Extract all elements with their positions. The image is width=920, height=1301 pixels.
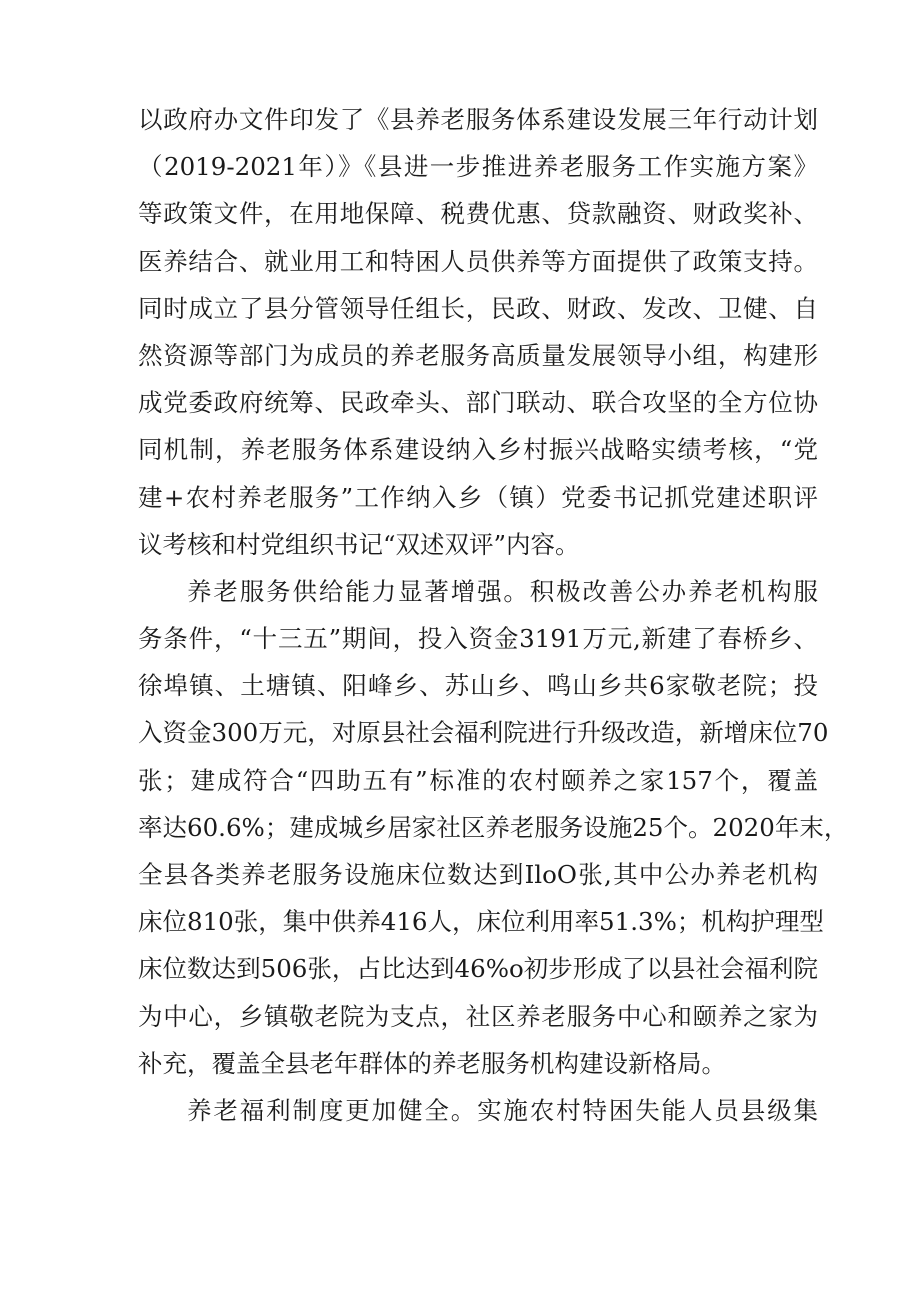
- text-line: 养老福利制度更加健全。实施农村特困失能人员县级集: [187, 1095, 818, 1125]
- text-line: 同机制，养老服务体系建设纳入乡村振兴战略实绩考核，“党: [138, 435, 818, 465]
- text-line: 率达60.6%；建成城乡居家社区养老服务设施25个。2020年末，: [138, 812, 849, 842]
- text-line: 补充，覆盖全县老年群体的养老服务机构建设新格局。: [138, 1048, 726, 1078]
- text-line: 入资金300万元，对原县社会福利院进行升级改造，新增床位70: [138, 718, 829, 748]
- text-line: 然资源等部门为成员的养老服务高质量发展领导小组，构建形: [138, 340, 818, 370]
- text-line: 成党委政府统筹、民政牵头、部门联动、联合攻坚的全方位协: [138, 388, 818, 418]
- text-line: 床位810张，集中供养416人，床位利用率51.3%；机构护理型: [138, 907, 824, 937]
- text-line: 医养结合、就业用工和特困人员供养等方面提供了政策支持。: [138, 246, 818, 276]
- text-line: （2019-2021年）》《县进一步推进养老服务工作实施方案》: [138, 152, 818, 182]
- text-line: 张；建成符合“四助五有”标准的农村颐养之家157个，覆盖: [138, 765, 818, 795]
- text-line: 养老服务供给能力显著增强。积极改善公办养老机构服: [187, 576, 818, 606]
- text-line: 等政策文件，在用地保障、税费优惠、贷款融资、财政奖补、: [138, 199, 818, 229]
- text-line: 以政府办文件印发了《县养老服务体系建设发展三年行动计划: [138, 105, 818, 134]
- text-line: 床位数达到506张，占比达到46%o初步形成了以县社会福利院: [138, 954, 818, 984]
- text-line: 同时成立了县分管领导任组长，民政、财政、发改、卫健、自: [138, 293, 818, 323]
- text-line: 建+农村养老服务”工作纳入乡（镇）党委书记抓党建述职评: [138, 482, 818, 512]
- text-line: 徐埠镇、土塘镇、阳峰乡、苏山乡、鸣山乡共6家敬老院；投: [138, 671, 818, 701]
- text-line: 为中心，乡镇敬老院为支点，社区养老服务中心和颐养之家为: [138, 1001, 818, 1031]
- body-text: [138, 96, 849, 1134]
- text-line: 务条件，“十三五”期间，投入资金3191万元,新建了春桥乡、: [138, 624, 818, 654]
- text-line: 议考核和村党组织书记“双述双评”内容。: [138, 529, 580, 559]
- text-line: 全县各类养老服务设施床位数达到IloO张,其中公办养老机构: [138, 860, 818, 889]
